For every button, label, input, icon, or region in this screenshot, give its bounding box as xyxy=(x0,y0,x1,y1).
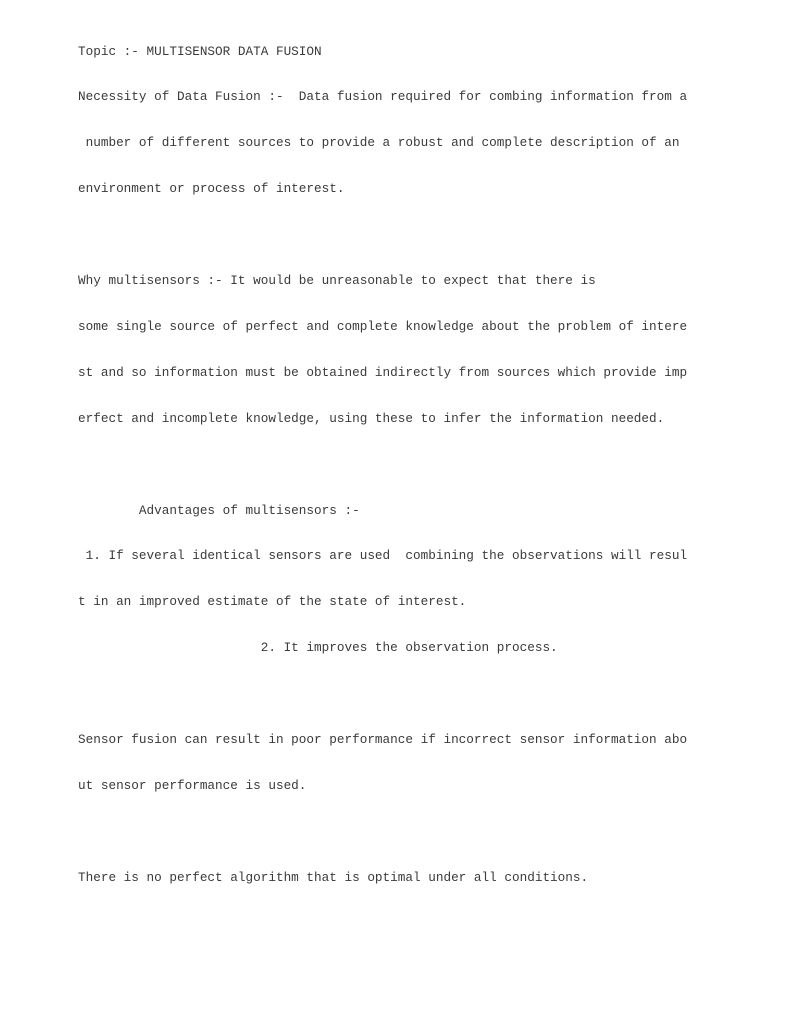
advantage-1-line-2: t in an improved estimate of the state of interest. xyxy=(78,594,467,610)
advantage-2-line: 2. It improves the observation process. xyxy=(78,640,558,656)
blank-line xyxy=(78,824,778,839)
sensor-fusion-line-2: ut sensor performance is used. xyxy=(78,777,307,793)
necessity-line-1: Necessity of Data Fusion :- Data fusion required for combing information from a xyxy=(78,89,688,105)
sensor-fusion-line-1: Sensor fusion can result in poor performance if incorrect sensor information abo xyxy=(78,731,688,747)
algorithm-line: There is no perfect algorithm that is optimal under all conditions. xyxy=(78,869,589,885)
why-line-3: st and so information must be obtained indirectly from sources which provide imp xyxy=(78,364,688,380)
blank-line xyxy=(78,686,778,701)
advantage-1-line-1: 1. If several identical sensors are used combining the observations will resul xyxy=(78,548,688,564)
blank-line xyxy=(78,457,778,472)
why-line-1: Why multisensors :- It would be unreasonable to expect that there is xyxy=(78,273,596,289)
necessity-line-2: number of different sources to provide a robust and complete description of an xyxy=(78,135,680,151)
advantages-heading: Advantages of multisensors :- xyxy=(78,502,360,518)
necessity-line-3: environment or process of interest. xyxy=(78,181,345,197)
why-line-2: some single source of perfect and complete knowledge about the problem of intere xyxy=(78,318,688,334)
topic-line: Topic :- MULTISENSOR DATA FUSION xyxy=(78,43,322,59)
why-line-4: erfect and incomplete knowledge, using these to infer the information needed. xyxy=(78,410,665,426)
blank-line xyxy=(78,227,778,242)
document-text xyxy=(78,13,778,916)
